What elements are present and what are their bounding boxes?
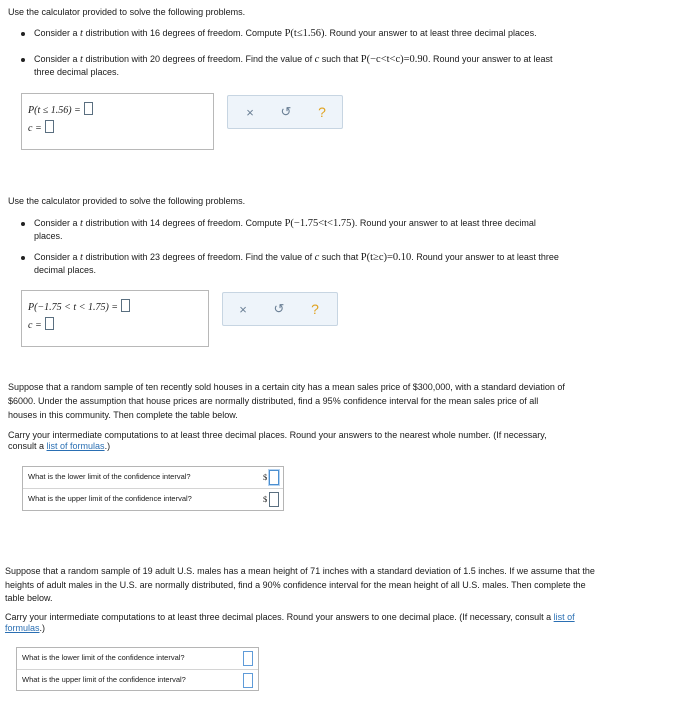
table-row [17, 669, 258, 691]
problem4-line2: heights of adult males in the U.S. are normally distributed, find a 90% confidence interval for the mean height of all U.S. males. Then complete the [5, 580, 586, 590]
problem2-toolbar [222, 292, 338, 326]
problem2-answer1-row: P(−1.75 < t < 1.75) = [28, 299, 130, 313]
table-row [17, 648, 258, 669]
dollar-sign: $ [263, 494, 268, 504]
c-value-input[interactable] [45, 120, 54, 133]
upper-limit-question: What is the upper limit of the confidence interval? [28, 494, 192, 503]
problem1-answer-box [21, 93, 214, 150]
dollar-sign: $ [263, 472, 268, 482]
help-icon[interactable]: ? [311, 301, 319, 317]
problem1-answer2-row: c = [28, 120, 54, 134]
p-between-input[interactable] [121, 299, 130, 312]
problem1-bullet2: Consider a t distribution with 20 degrees of freedom. Find the value of c such that P(−c<t<c)=0.90. Round your answer to at least [34, 54, 553, 65]
lower-limit-question: What is the lower limit of the confidence interval? [22, 653, 185, 662]
p-t-le-156-input[interactable] [84, 102, 93, 115]
problem4-carry1: Carry your intermediate computations to at least three decimal places. Round your answers to one decimal place. (If necessary, consult a list of [5, 612, 575, 622]
problem4-line1: Suppose that a random sample of 19 adult U.S. males has a mean height of 71 inches with a standard deviation of 1.5 inches. If we assume that the [5, 566, 595, 576]
problem4-carry2: formulas.) [5, 623, 46, 633]
problem2-bullet2-cont: decimal places. [34, 265, 97, 275]
upper-limit-input[interactable] [243, 673, 253, 688]
problem3-line3: houses in this community. Then complete the table below. [8, 410, 238, 420]
problem1-answer1-row: P(t ≤ 1.56) = [28, 102, 93, 116]
c-value-input[interactable] [45, 317, 54, 330]
problem4-table [16, 647, 259, 691]
formulas-link[interactable]: formulas [5, 623, 40, 633]
problem1-toolbar [227, 95, 343, 129]
clear-icon[interactable]: × [239, 301, 247, 317]
list-of-formulas-link[interactable]: list of [553, 612, 575, 622]
problem3-line2: $6000. Under the assumption that house prices are normally distributed, find a 95% confidence interval for the mean sales price of all [8, 396, 539, 406]
table-row [23, 467, 283, 488]
problem2-intro: Use the calculator provided to solve the following problems. [8, 196, 246, 206]
problem1-bullet2-cont: three decimal places. [34, 67, 120, 77]
bullet [21, 256, 25, 260]
bullet [21, 222, 25, 226]
clear-icon[interactable]: × [246, 104, 254, 120]
problem1-bullet1: Consider a t distribution with 16 degrees of freedom. Compute P(t≤1.56). Round your answer to at least three decimal places. [34, 28, 537, 39]
help-icon[interactable]: ? [318, 104, 326, 120]
bullet [21, 32, 25, 36]
problem3-carry2: consult a list of formulas.) [8, 441, 111, 451]
upper-limit-input[interactable] [269, 492, 279, 507]
problem2-bullet1-cont: places. [34, 231, 63, 241]
list-of-formulas-link[interactable]: list of formulas [46, 441, 105, 451]
undo-icon[interactable]: ↺ [273, 301, 285, 316]
bullet [21, 58, 25, 62]
problem4-line3: table below. [5, 593, 53, 603]
problem3-carry1: Carry your intermediate computations to at least three decimal places. Round your answers to the nearest whole number. (If necessary, [8, 430, 547, 440]
undo-icon[interactable]: ↺ [280, 104, 292, 119]
lower-limit-input[interactable] [243, 651, 253, 666]
problem1-intro: Use the calculator provided to solve the following problems. [8, 7, 246, 17]
upper-limit-question: What is the upper limit of the confidence interval? [22, 675, 186, 684]
table-row [23, 488, 283, 510]
problem3-table [22, 466, 284, 511]
problem2-answer-box [21, 290, 209, 347]
problem2-bullet1: Consider a t distribution with 14 degrees of freedom. Compute P(−1.75<t<1.75). Round your answer to at least three decimal [34, 218, 536, 229]
problem2-answer2-row: c = [28, 317, 54, 331]
problem2-bullet2: Consider a t distribution with 23 degrees of freedom. Find the value of c such that P(t≥c)=0.10. Round your answer to at least three [34, 252, 559, 263]
lower-limit-question: What is the lower limit of the confidence interval? [28, 472, 191, 481]
lower-limit-input[interactable] [269, 470, 279, 485]
problem3-line1: Suppose that a random sample of ten recently sold houses in a certain city has a mean sales price of $300,000, with a standard deviation of [8, 382, 565, 392]
